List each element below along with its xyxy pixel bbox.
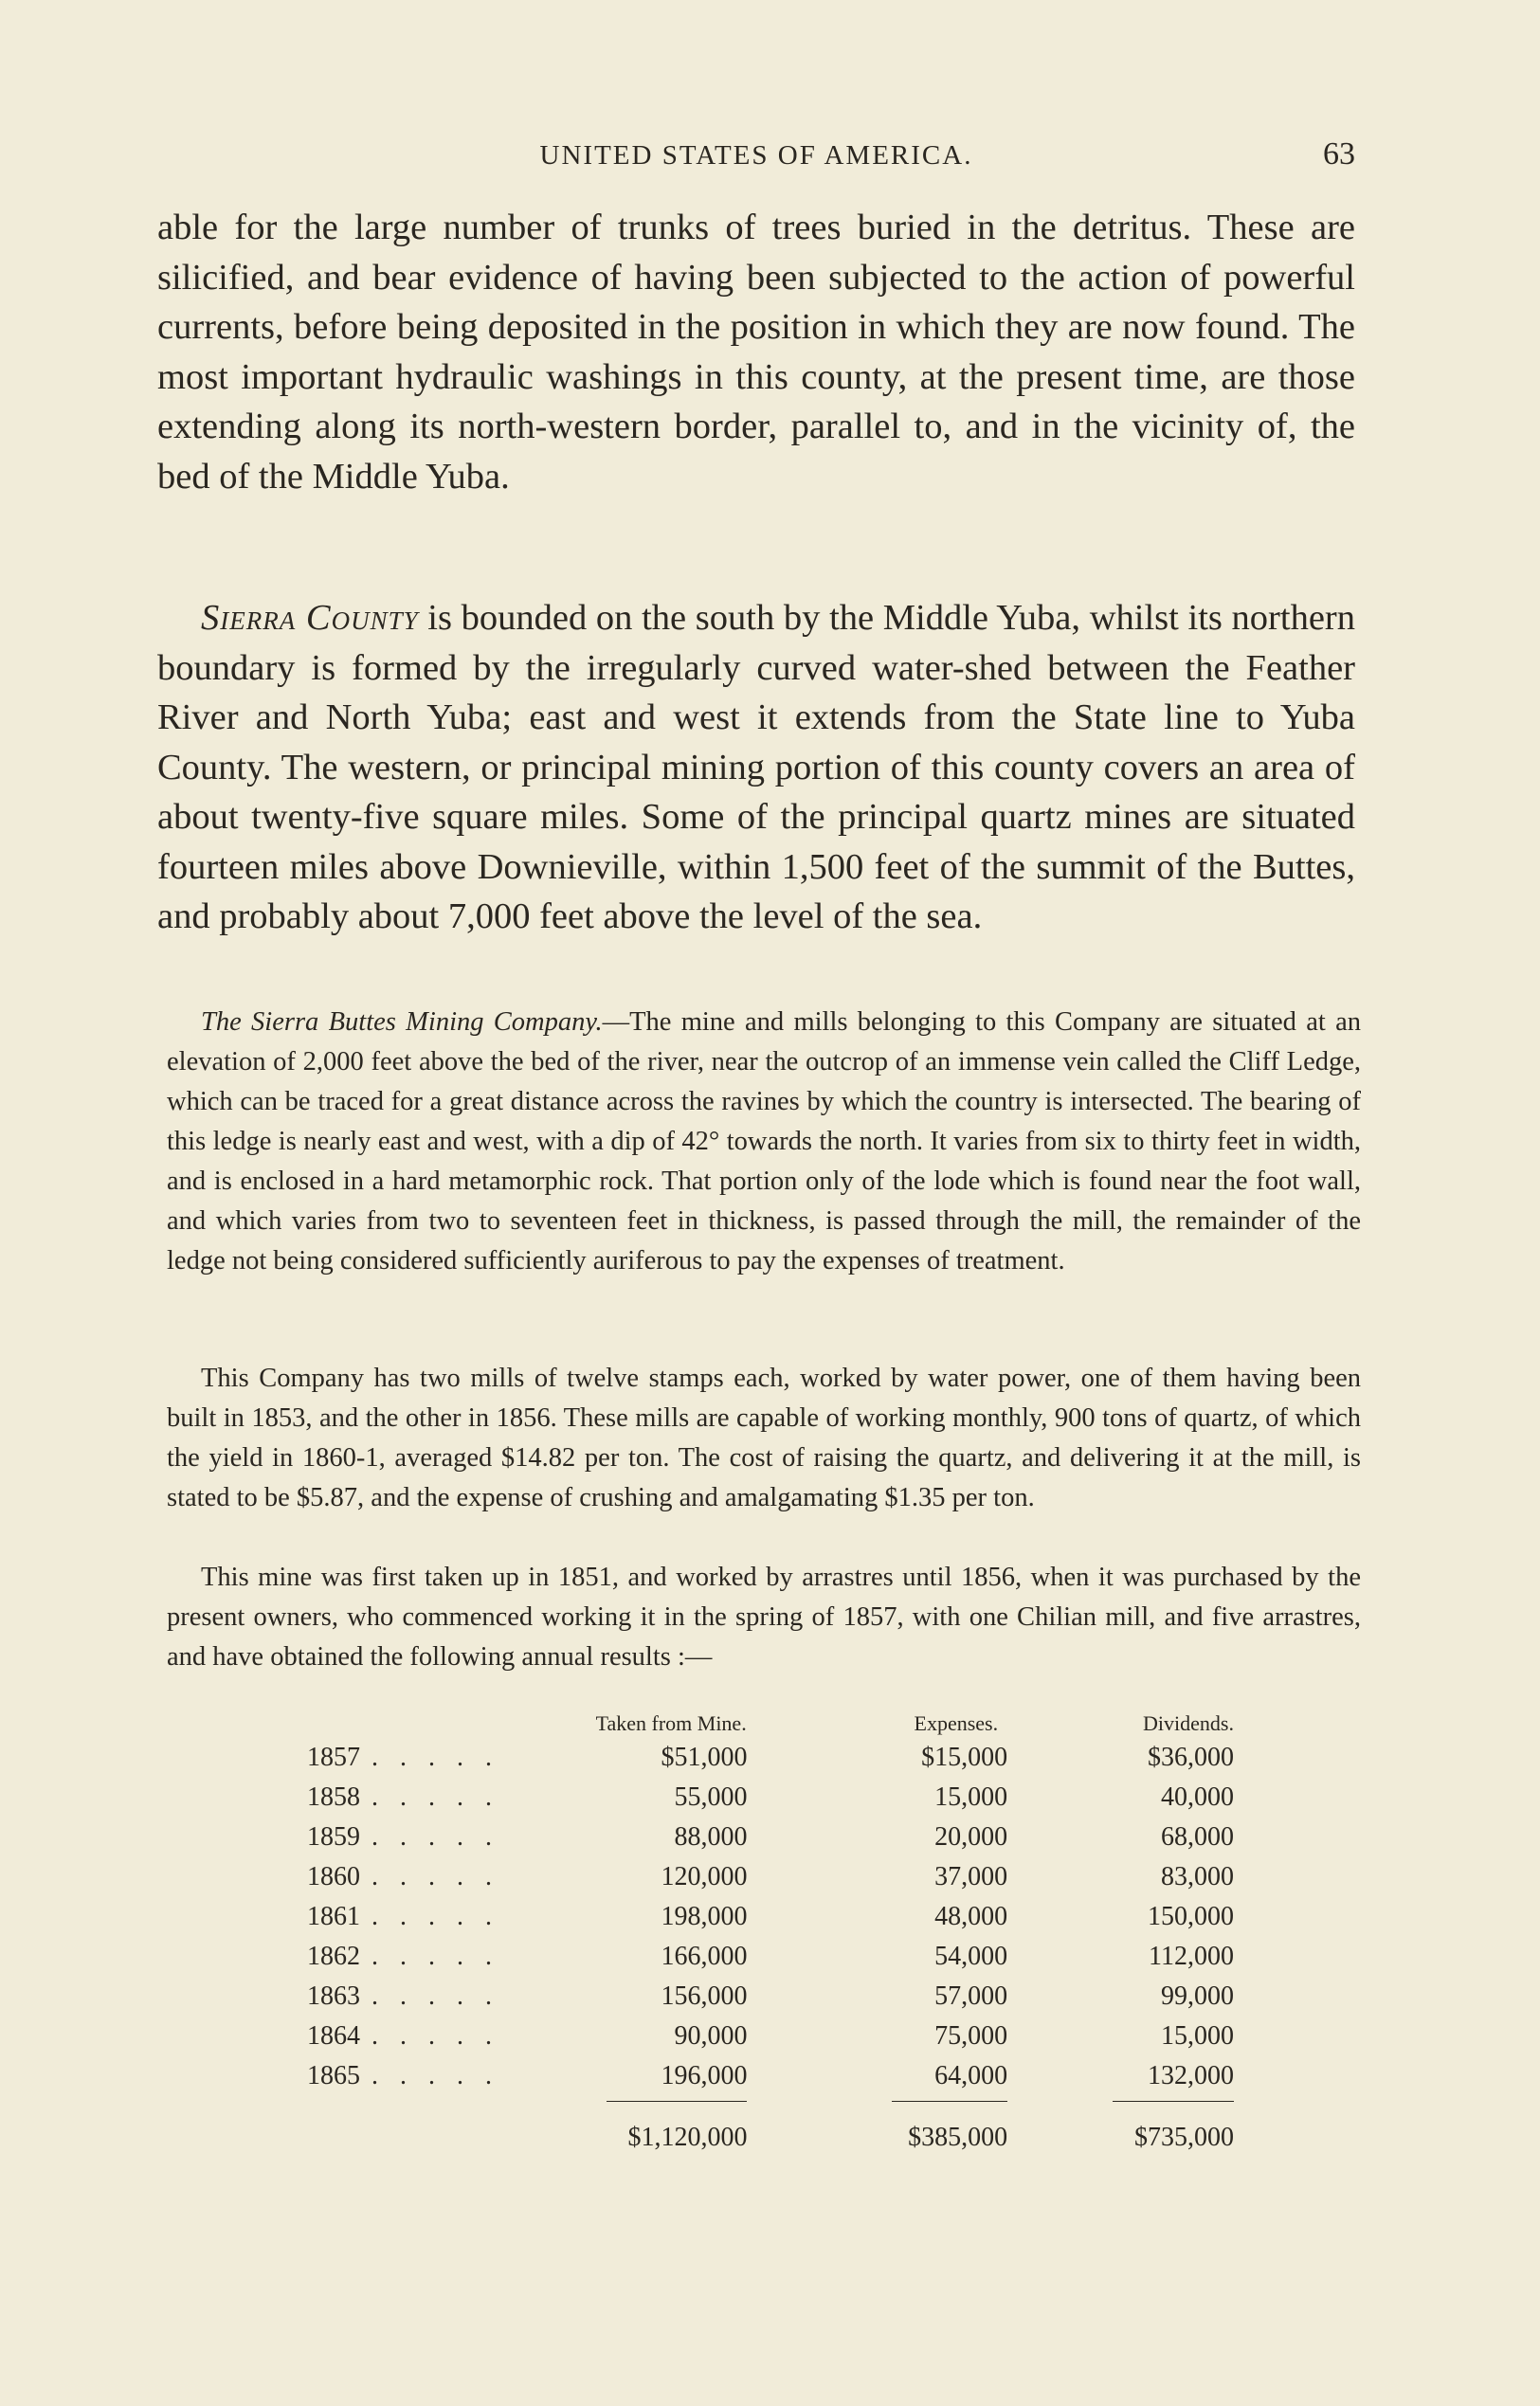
year-cell [167, 1897, 557, 1937]
dividends-cell: 68,000 [1161, 1822, 1234, 1852]
table-row [167, 1937, 1234, 1977]
table-row [167, 1818, 1234, 1857]
table-header-row [167, 1710, 1234, 1738]
total-expenses: $385,000 [908, 2123, 1008, 2152]
leader-dots: . . . . . [371, 1942, 499, 1971]
expenses-cell: 75,000 [934, 2021, 1008, 2051]
year-cell [167, 1937, 557, 1977]
running-title: UNITED STATES OF AMERICA. [539, 140, 973, 171]
expenses-cell: $15,000 [921, 1743, 1008, 1772]
year-label: 1862 [307, 1942, 360, 1971]
leader-dots: . . . . . [371, 1782, 499, 1812]
taken-cell: 120,000 [661, 1862, 748, 1891]
dividends-cell: 99,000 [1161, 1981, 1234, 2011]
table-row [167, 1977, 1234, 2017]
expenses-cell: 54,000 [934, 1942, 1008, 1971]
dividends-cell: 132,000 [1148, 2061, 1234, 2090]
header-taken-from-mine: Taken from Mine. [595, 1711, 747, 1735]
table-row [167, 2056, 1234, 2096]
dividends-cell: 83,000 [1161, 1862, 1234, 1891]
leader-dots: . . . . . [371, 2061, 499, 2090]
year-label: 1861 [307, 1902, 360, 1931]
leader-dots: . . . . . [371, 1902, 499, 1931]
expenses-cell: 57,000 [934, 1981, 1008, 2011]
table-rule-row [167, 2096, 1234, 2106]
expenses-cell: 20,000 [934, 1822, 1008, 1852]
year-label: 1863 [307, 1981, 360, 2011]
leader-dots: . . . . . [371, 1822, 499, 1852]
table-body [167, 1738, 1234, 2096]
expenses-cell: 48,000 [934, 1902, 1008, 1931]
year-label: 1860 [307, 1862, 360, 1891]
taken-cell: $51,000 [661, 1743, 748, 1772]
taken-cell: 166,000 [661, 1942, 748, 1971]
leader-dots: . . . . . [371, 2021, 499, 2051]
dividends-cell: $36,000 [1148, 1743, 1234, 1772]
year-label: 1865 [307, 2061, 360, 2090]
annual-results-table [167, 1710, 1234, 2153]
table-row [167, 2017, 1234, 2056]
year-cell [167, 2056, 557, 2096]
header-expenses: Expenses. [914, 1711, 999, 1735]
page-header [157, 133, 1355, 180]
year-label: 1859 [307, 1822, 360, 1852]
paragraph-mining-company [167, 1003, 1361, 1281]
paragraph-mills: This Company has two mills of twelve stamps each, worked by water power, one of them having been built in 1853, and the other in 1856. These mills are capable of working monthly, 900 tons of quartz, of which the yield in 1860-1, averaged $14.82 per ton. The cost of raising the quartz, and delivering it at the mill, is stated to be $5.87, and the expense of crushing and amalgamating $1.35 per ton. [167, 1364, 1361, 1512]
table-row [167, 1857, 1234, 1897]
leader-dots: . . . . . [371, 1862, 499, 1891]
paragraph-detritus: able for the large number of trunks of trees buried in the detritus. These are silicified, and bear evidence of having been subjected to the action of powerful currents, before being deposited in the position in which they are now found. The most important hydraulic washings in this county, at the present time, are those extending along its north-western border, parallel to, and in the vicinity of, the bed of the Middle Yuba. [157, 208, 1355, 497]
total-rule-dividends [1113, 2101, 1234, 2102]
year-cell [167, 1738, 557, 1778]
mining-company-text: —The mine and mills belonging to this Company are situated at an elevation of 2,000 feet above the bed of the river, near the outcrop of an immense vein called the Cliff Ledge, which can be traced for a great distance across the ravines by which the country is intersected. The bearing of this ledge is nearly east and west, with a dip of 42° towards the north. It varies from six to thirty feet in width, and is enclosed in a hard metamorphic rock. That portion only of the lode which is found near the foot wall, and which varies from two to seventeen feet in thickness, is passed through the mill, the remainder of the ledge not being considered sufficiently auriferous to pay the expenses of treatment. [167, 1007, 1361, 1275]
table-row [167, 1897, 1234, 1937]
year-cell [167, 1857, 557, 1897]
expenses-cell: 64,000 [934, 2061, 1008, 2090]
year-cell [167, 1818, 557, 1857]
year-cell [167, 1977, 557, 2017]
taken-cell: 198,000 [661, 1902, 748, 1931]
paragraph-sierra-county [157, 593, 1355, 942]
total-dividends: $735,000 [1134, 2123, 1234, 2152]
mining-company-heading: The Sierra Buttes Mining Company. [201, 1007, 603, 1037]
leader-dots: . . . . . [371, 1743, 499, 1772]
total-rule-expenses [892, 2101, 1007, 2102]
year-cell [167, 2017, 557, 2056]
dividends-cell: 112,000 [1149, 1942, 1234, 1971]
total-taken: $1,120,000 [627, 2123, 748, 2152]
year-label: 1864 [307, 2021, 360, 2051]
year-cell [167, 1778, 557, 1818]
expenses-cell: 15,000 [934, 1782, 1008, 1812]
taken-cell: 196,000 [661, 2061, 748, 2090]
taken-cell: 90,000 [674, 2021, 748, 2051]
dividends-cell: 15,000 [1161, 2021, 1234, 2051]
taken-cell: 88,000 [674, 1822, 748, 1852]
year-label: 1858 [307, 1782, 360, 1812]
paragraph-annual-results: This mine was first taken up in 1851, and worked by arrastres until 1856, when it was purchased by the present owners, who commenced working it in the spring of 1857, with one Chilian mill, and five arrastres, and have obtained the following annual results :— [167, 1563, 1361, 1672]
sierra-county-text: is bounded on the south by the Middle Yuba, whilst its northern boundary is formed by the irregularly curved water-shed between the Feather River and North Yuba; east and west it extends from the State line to Yuba County. The western, or principal mining portion of this county covers an area of about twenty-five square miles. Some of the principal quartz mines are situated fourteen miles above Downieville, within 1,500 feet of the summit of the Buttes, and probably about 7,000 feet above the level of the sea. [157, 598, 1355, 936]
table-row [167, 1778, 1234, 1818]
dividends-cell: 40,000 [1161, 1782, 1234, 1812]
table-row [167, 1738, 1234, 1778]
header-dividends: Dividends. [1143, 1711, 1234, 1735]
total-rule-taken [607, 2101, 747, 2102]
taken-cell: 55,000 [674, 1782, 748, 1812]
dividends-cell: 150,000 [1148, 1902, 1234, 1931]
taken-cell: 156,000 [661, 1981, 748, 2011]
sierra-county-heading: Sierra County [201, 598, 419, 638]
table-total-row [167, 2106, 1234, 2153]
page-number: 63 [1323, 136, 1355, 172]
expenses-cell: 37,000 [934, 1862, 1008, 1891]
year-label: 1857 [307, 1743, 360, 1772]
leader-dots: . . . . . [371, 1981, 499, 2011]
